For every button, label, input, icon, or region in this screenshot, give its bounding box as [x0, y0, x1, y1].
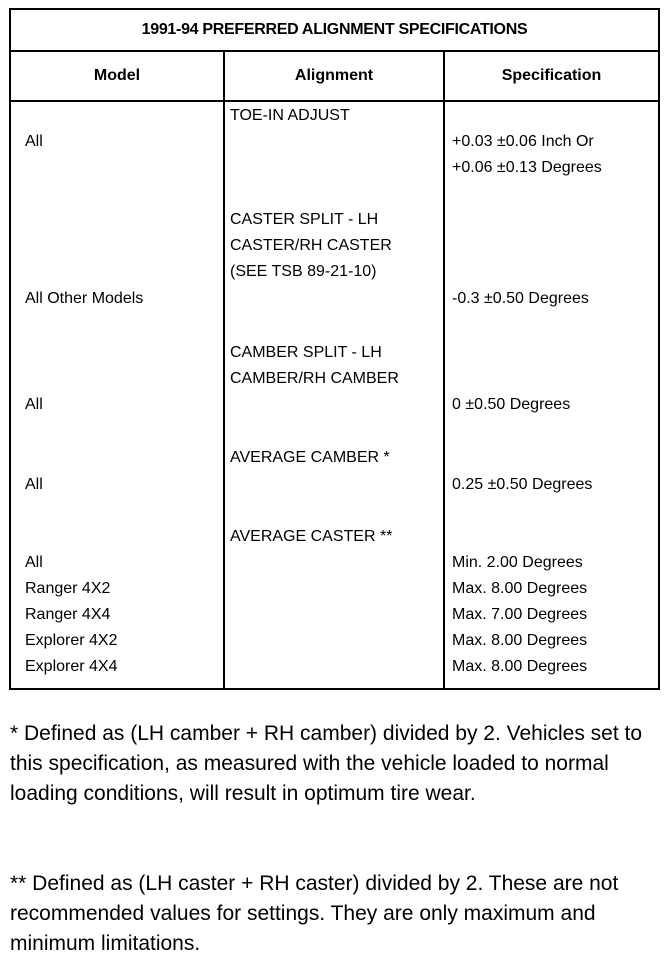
alignment-cell: (SEE TSB 89-21-10) — [230, 263, 377, 280]
header-alignment: Alignment — [294, 67, 374, 84]
alignment-cell: AVERAGE CASTER ** — [230, 528, 393, 545]
spec-cell: +0.06 ±0.13 Degrees — [452, 159, 602, 176]
header-specification: Specification — [501, 67, 602, 84]
spec-cell: Max. 8.00 Degrees — [452, 632, 588, 649]
column-divider — [223, 52, 225, 688]
footnote-average-caster: ** Defined as (LH caster + RH caster) divided by 2. These are not recommended values for settings. They are only maximum and minimum limitations. — [10, 872, 619, 955]
alignment-cell: CAMBER/RH CAMBER — [230, 370, 399, 387]
spec-cell: 0 ±0.50 Degrees — [452, 396, 571, 413]
alignment-cell: CASTER/RH CASTER — [230, 237, 392, 254]
table-title: 1991-94 PREFERRED ALIGNMENT SPECIFICATIONS — [11, 10, 658, 52]
model-cell: All Other Models — [25, 290, 144, 307]
model-cell: All — [25, 476, 43, 493]
model-cell: Explorer 4X2 — [25, 632, 118, 649]
header-model: Model — [93, 67, 141, 84]
model-cell: Explorer 4X4 — [25, 658, 118, 675]
alignment-cell: TOE-IN ADJUST — [230, 107, 350, 124]
model-cell: Ranger 4X2 — [25, 580, 111, 597]
spec-cell: -0.3 ±0.50 Degrees — [452, 290, 589, 307]
spec-cell: Max. 8.00 Degrees — [452, 580, 588, 597]
spec-cell: 0.25 ±0.50 Degrees — [452, 476, 593, 493]
model-cell: All — [25, 554, 43, 571]
model-cell: All — [25, 133, 43, 150]
footnote-average-camber: * Defined as (LH camber + RH camber) divided by 2. Vehicles set to this specification, as measured with the vehicle loaded to normal loading conditions, will result in optimum tire wear. — [10, 722, 643, 805]
spec-cell: +0.03 ±0.06 Inch Or — [452, 133, 594, 150]
column-divider — [443, 52, 445, 688]
alignment-cell: CAMBER SPLIT - LH — [230, 344, 382, 361]
table-header-row — [11, 52, 658, 102]
alignment-spec-table — [9, 8, 660, 690]
spec-cell: Min. 2.00 Degrees — [452, 554, 583, 571]
alignment-cell: CASTER SPLIT - LH — [230, 211, 379, 228]
model-cell: Ranger 4X4 — [25, 606, 111, 623]
model-cell: All — [25, 396, 43, 413]
spec-cell: Max. 8.00 Degrees — [452, 658, 588, 675]
alignment-cell: AVERAGE CAMBER * — [230, 449, 390, 466]
spec-cell: Max. 7.00 Degrees — [452, 606, 588, 623]
